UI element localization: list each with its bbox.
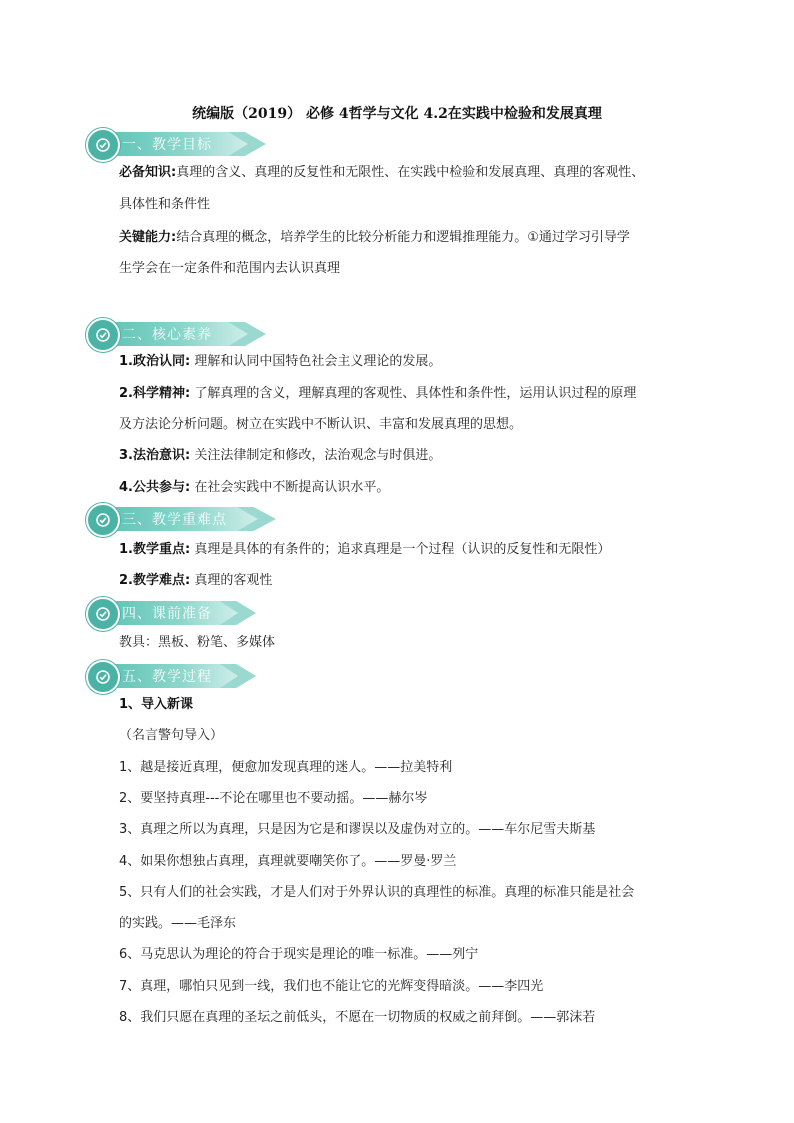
key-point-2 <box>119 572 272 590</box>
goal-knowledge-line <box>119 164 644 182</box>
goal-knowledge-text: 真理的含义、真理的反复性和无限性、在实践中检验和发展真理、真理的客观性、 <box>176 165 645 180</box>
section-banner-core <box>86 318 256 350</box>
core-item-1-text: 理解和认同中国特色社会主义理论的发展。 <box>190 354 442 369</box>
check-circle-icon <box>86 128 120 162</box>
core-item-1 <box>119 353 441 371</box>
core-item-3-text: 关注法律制定和修改，法治观念与时俱进。 <box>190 448 442 463</box>
core-item-2 <box>119 385 636 403</box>
section-title: 三、教学重难点 <box>122 512 227 528</box>
quote-line: 2、要坚持真理---不论在哪里也不要动摇。——赫尔岑 <box>119 791 428 806</box>
quote-line: 4、如果你想独占真理，真理就要嘲笑你了。——罗曼·罗兰 <box>119 854 457 869</box>
core-item-2-text-2: 及方法论分析问题。树立在实践中不断认识、丰富和发展真理的思想。 <box>119 417 523 432</box>
key-point-2-label: 2.教学难点: <box>119 573 191 588</box>
document-title: 统编版（2019） 必修 4哲学与文化 4.2在实践中检验和发展真理 <box>192 106 602 122</box>
goal-ability-label: 关键能力: <box>119 230 177 245</box>
prep-text: 教具：黑板、粉笔、多媒体 <box>119 635 276 650</box>
check-circle-icon <box>86 318 120 352</box>
core-item-1-label: 1.政治认同: <box>119 354 191 369</box>
key-point-2-text: 真理的客观性 <box>190 573 273 588</box>
check-circle-icon <box>86 503 120 537</box>
core-item-3 <box>119 447 441 465</box>
quote-line: 8、我们只愿在真理的圣坛之前低头，不愿在一切物质的权威之前拜倒。——郭沫若 <box>119 1010 596 1025</box>
intro-heading: 1、导入新课 <box>119 697 194 712</box>
check-circle-icon <box>86 597 120 631</box>
core-item-4-text: 在社会实践中不断提高认识水平。 <box>190 480 390 495</box>
core-item-3-label: 3.法治意识: <box>119 448 191 463</box>
goal-ability-text: 结合真理的概念，培养学生的比较分析能力和逻辑推理能力。①通过学习引导学 <box>176 230 630 245</box>
goal-ability-text-2: 生学会在一定条件和范围内去认识真理 <box>119 261 341 276</box>
quote-line: 6、马克思认为理论的符合于现实是理论的唯一标准。——列宁 <box>119 947 479 962</box>
quote-line: 7、真理，哪怕只见到一线，我们也不能让它的光辉变得暗淡。——李四光 <box>119 979 544 994</box>
section-banner-key-points <box>86 503 256 535</box>
intro-subtitle: （名言警句导入） <box>119 728 224 743</box>
core-item-4-label: 4.公共参与: <box>119 480 191 495</box>
goal-knowledge-text-2: 具体性和条件性 <box>119 197 211 212</box>
check-circle-icon <box>86 660 120 694</box>
section-banner-goals <box>86 128 256 160</box>
quote-line: 5、只有人们的社会实践，才是人们对于外界认识的真理性的标准。真理的标准只能是社会 <box>119 885 635 900</box>
core-item-2-text: 了解真理的含义，理解真理的客观性、具体性和条件性，运用认识过程的原理 <box>190 386 637 401</box>
section-title: 五、教学过程 <box>122 669 212 685</box>
section-title: 一、教学目标 <box>122 137 212 153</box>
quote-line: 的实践。——毛泽东 <box>119 916 237 931</box>
section-title: 二、核心素养 <box>122 327 212 343</box>
key-point-1-label: 1.教学重点: <box>119 542 191 557</box>
key-point-1-text: 真理是具体的有条件的；追求真理是一个过程（认识的反复性和无限性） <box>190 542 611 557</box>
core-item-4 <box>119 479 389 497</box>
quote-line: 3、真理之所以为真理，只是因为它是和谬误以及虚伪对立的。——车尔尼雪夫斯基 <box>119 822 596 837</box>
section-banner-process <box>86 660 256 692</box>
core-item-2-label: 2.科学精神: <box>119 386 191 401</box>
section-banner-prep <box>86 597 256 629</box>
goal-knowledge-label: 必备知识: <box>119 165 177 180</box>
quote-line: 1、越是接近真理，便愈加发现真理的迷人。——拉美特利 <box>119 760 453 775</box>
goal-ability-line <box>119 229 630 247</box>
section-title: 四、课前准备 <box>122 606 212 622</box>
key-point-1 <box>119 541 610 559</box>
